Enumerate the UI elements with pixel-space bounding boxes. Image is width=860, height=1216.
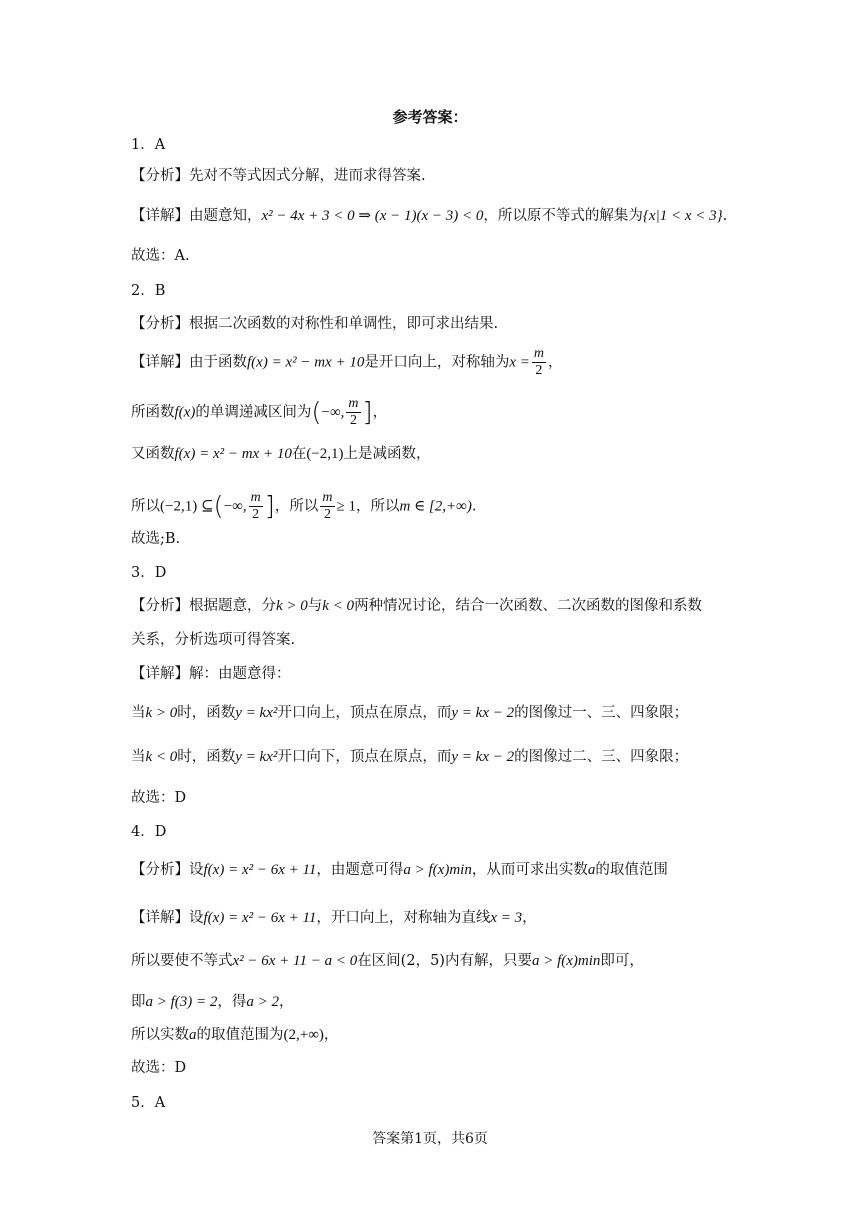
- q1-detail: 【详解】由题意知，x² − 4x + 3 < 0 ⇒ (x − 1)(x − 3) < 0，所以原不等式的解集为{x|1 < x < 3}.: [131, 208, 728, 224]
- q1-analysis: 【分析】先对不等式因式分解，进而求得答案.: [131, 168, 426, 184]
- q4-evaluation: 即a > f(3) = 2，得a > 2，: [131, 994, 294, 1010]
- q3-case-negative: 当k < 0时，函数y = kx²开口向下，顶点在原点，而y = kx − 2的图像过二、三、四象限；: [131, 749, 689, 765]
- q3-detail: 【详解】解：由题意得：: [131, 666, 291, 682]
- q3-case-positive: 当k > 0时，函数y = kx²开口向上，顶点在原点，而y = kx − 2的图像过一、三、四象限；: [131, 705, 689, 721]
- q3-choice: 故选：D: [131, 790, 187, 806]
- q4-choice: 故选：D: [131, 1060, 187, 1076]
- q2-axis-fraction: $\frac{m}{2}$: [533, 346, 544, 378]
- q1-solution-set: {x|1 < x < 3}: [642, 208, 723, 224]
- q4-detail: 【详解】设f(x) = x² − 6x + 11，开口向上，对称轴为直线x = 3，: [131, 910, 537, 926]
- q2-choice: 故选;B.: [131, 531, 181, 547]
- q5-number: 5．A: [131, 1095, 166, 1111]
- q2-analysis: 【分析】根据二次函数的对称性和单调性，即可求出结果.: [131, 316, 499, 332]
- q4-analysis: 【分析】设f(x) = x² − 6x + 11，由题意可得a > f(x)min，从而可求出实数a的取值范围: [131, 862, 668, 878]
- q3-analysis-line1: 【分析】根据题意，分k > 0与k < 0两种情况讨论，结合一次函数、二次函数的图像和系数: [131, 598, 703, 614]
- q2-number: 2．B: [131, 283, 166, 299]
- q1-choice: 故选：A.: [131, 248, 190, 264]
- q1-inequality: x² − 4x + 3 < 0 ⇒ (x − 1)(x − 3) < 0: [261, 208, 484, 224]
- page-footer: 答案第1页，共6页: [372, 1131, 488, 1147]
- q3-analysis-line2: 关系，分析选项可得答案.: [131, 632, 296, 648]
- q4-number: 4．D: [131, 824, 167, 840]
- q2-decreasing-interval: 所函数f(x)的单调递减区间为(−∞, $\frac{m}{2}$ ]，: [131, 396, 388, 428]
- q4-range: 所以实数a的取值范围为(2,+∞)，: [131, 1027, 339, 1043]
- q2-conclusion: 所以(−2,1) ⊆(−∞, $\frac{m}{2}$ ]，所以 $\frac{m}{2}$ ≥ 1，所以m ∈ [2,+∞).: [131, 490, 477, 522]
- page-title: 参考答案：: [392, 108, 468, 126]
- q1-number: 1．A: [131, 137, 166, 153]
- q2-detail: 【详解】由于函数f(x) = x² − mx + 10是开口向上，对称轴为x = $\frac{m}{2}$ ，: [131, 346, 563, 378]
- q4-condition: 所以要使不等式x² − 6x + 11 − a < 0在区间(2，5)内有解，只要a > f(x)min即可，: [131, 953, 644, 969]
- q2-given: 又函数f(x) = x² − mx + 10在(−2,1)上是减函数，: [131, 446, 431, 462]
- q3-number: 3．D: [131, 565, 167, 581]
- q2-function: f(x) = x² − mx + 10: [247, 354, 365, 371]
